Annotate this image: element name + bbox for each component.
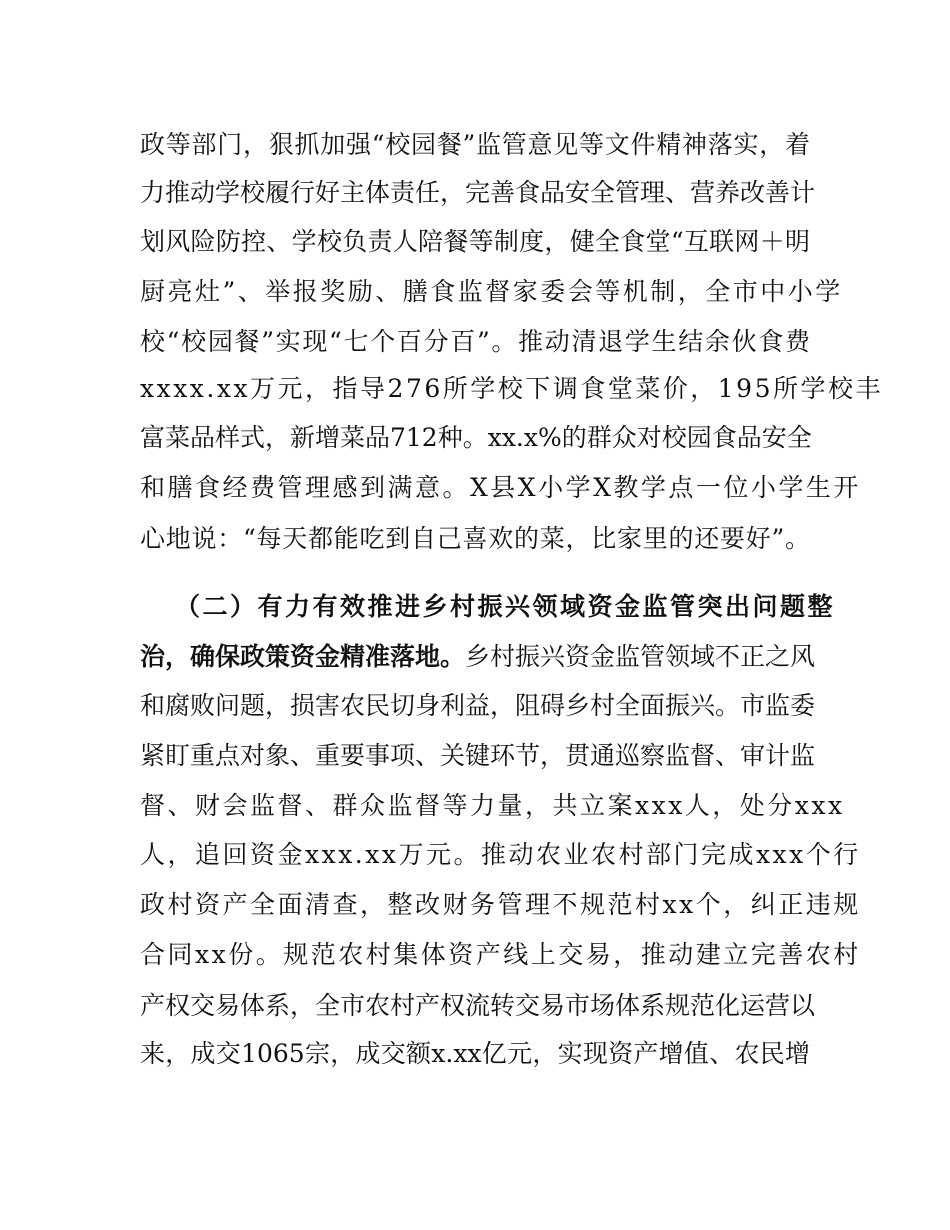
paragraph-line: 督、财会监督、群众监督等力量，共立案xxx人，处分xxx (140, 791, 845, 820)
paragraph-line: xxxx.xx万元，指导276所学校下调食堂菜价，195所学校丰 (140, 374, 883, 403)
paragraph-line: 和腐败问题，损害农民切身利益，阻碍乡村全面振兴。市监委 (140, 691, 816, 720)
paragraph-line: 划风险防控、学校负责人陪餐等制度，健全食堂“互联网＋明 (140, 227, 810, 256)
paragraph-line: 来，成交1065宗，成交额x.xx亿元，实现资产增值、农民增 (140, 1039, 810, 1068)
paragraph-line: 校“校园餐”实现“七个百分百”。推动清退学生结余伙食费 (140, 327, 810, 356)
paragraph-text: 乡村振兴资金监管领域不正之风 (465, 642, 816, 671)
paragraph-line: 政村资产全面清查，整改财务管理不规范村xx个，纠正违规 (140, 890, 861, 919)
paragraph-line: 力推动学校履行好主体责任，完善食品安全管理、营养改善计 (140, 178, 816, 207)
paragraph-line: 产权交易体系，全市农村产权流转交易市场体系规范化运营以 (140, 991, 816, 1020)
paragraph-line: 心地说：“每天都能吃到自己喜欢的菜，比家里的还要好”。 (140, 524, 810, 553)
paragraph-line: 和膳食经费管理感到满意。X县X小学X教学点一位小学生开 (140, 473, 861, 502)
paragraph-line: 厨亮灶”、举报奖励、膳食监督家委会等机制，全市中小学 (140, 277, 843, 306)
section-heading-bold: 治，确保政策资金精准落地。 (140, 642, 466, 671)
paragraph-line: 富菜品样式，新增菜品712种。xx.x%的群众对校园食品安全 (140, 423, 812, 452)
paragraph-line: 紧盯重点对象、重要事项、关键环节，贯通巡察监督、审计监 (140, 741, 816, 770)
paragraph-line: 合同xx份。规范农村集体资产线上交易，推动建立完善农村 (140, 940, 861, 969)
paragraph-line: 政等部门，狠抓加强“校园餐”监管意见等文件精神落实，着 (140, 130, 810, 159)
section-heading-line2 (140, 641, 816, 673)
section-heading: （二）有力有效推进乡村振兴领域资金监管突出问题整 (175, 592, 836, 621)
paragraph-line: 人，追回资金xxx.xx万元。推动农业农村部门完成xxx个行 (140, 840, 861, 869)
